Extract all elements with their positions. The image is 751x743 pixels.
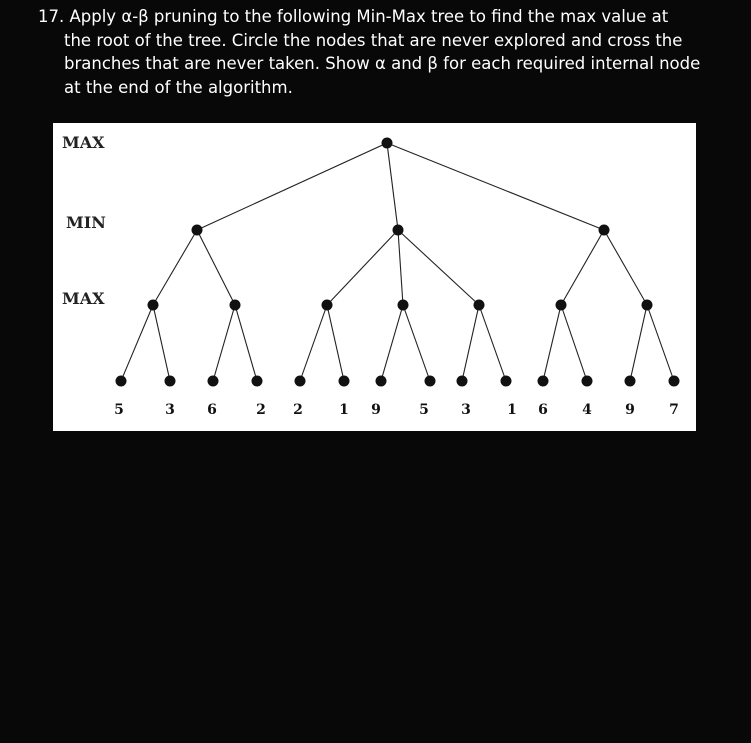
edge-min-3-max-7 <box>604 230 647 305</box>
leaf-node-11 <box>538 376 549 387</box>
edge-max-5-leaf-10 <box>479 305 506 381</box>
edge-min-3-max-6 <box>561 230 604 305</box>
leaf-value-3: 6 <box>207 402 217 418</box>
leaf-node-6 <box>339 376 350 387</box>
leaf-node-13 <box>625 376 636 387</box>
question-line-4: at the end of the algorithm. <box>64 77 293 97</box>
edge-max-3-leaf-6 <box>327 305 344 381</box>
minmax-tree-diagram <box>53 123 696 431</box>
question-text <box>38 5 728 99</box>
leaf-values <box>114 402 679 418</box>
leaf-node-4 <box>252 376 263 387</box>
leaf-node-10 <box>501 376 512 387</box>
leaf-value-1: 5 <box>114 402 124 418</box>
edge-max-4-leaf-8 <box>403 305 430 381</box>
tree-nodes <box>116 138 680 387</box>
minmax-tree-figure <box>53 123 696 431</box>
max-node-7 <box>642 300 653 311</box>
leaf-node-2 <box>165 376 176 387</box>
leaf-value-6: 1 <box>339 402 349 418</box>
level-label-min: MIN <box>66 213 106 232</box>
leaf-node-5 <box>295 376 306 387</box>
level-label-max-inner: MAX <box>62 289 105 308</box>
min-node-1 <box>192 225 203 236</box>
edge-root-min-3 <box>387 143 604 230</box>
edge-max-1-leaf-1 <box>121 305 153 381</box>
leaf-value-2: 3 <box>165 402 175 418</box>
tree-edges <box>121 143 674 381</box>
leaf-value-7: 9 <box>371 402 381 418</box>
level-label-max-root: MAX <box>62 133 105 152</box>
leaf-node-3 <box>208 376 219 387</box>
leaf-node-7 <box>376 376 387 387</box>
min-node-3 <box>599 225 610 236</box>
edge-min-2-max-5 <box>398 230 479 305</box>
edge-max-6-leaf-11 <box>543 305 561 381</box>
min-node-2 <box>393 225 404 236</box>
leaf-node-12 <box>582 376 593 387</box>
leaf-node-8 <box>425 376 436 387</box>
max-node-3 <box>322 300 333 311</box>
edge-min-2-max-4 <box>398 230 403 305</box>
leaf-value-4: 2 <box>256 402 266 418</box>
max-node-6 <box>556 300 567 311</box>
leaf-value-10: 1 <box>507 402 517 418</box>
edge-min-1-max-1 <box>153 230 197 305</box>
leaf-value-12: 4 <box>582 402 592 418</box>
question-line-1: 17. Apply α-β pruning to the following Min-Max tree to find the max value at <box>38 7 669 26</box>
leaf-value-5: 2 <box>293 402 303 418</box>
question-line-2: the root of the tree. Circle the nodes that are never explored and cross the <box>64 30 683 50</box>
edge-max-6-leaf-12 <box>561 305 587 381</box>
leaf-value-8: 5 <box>419 402 429 418</box>
leaf-value-13: 9 <box>625 402 635 418</box>
question-line-3: branches that are never taken. Show α and β for each required internal node <box>64 54 701 73</box>
edge-max-5-leaf-9 <box>462 305 479 381</box>
max-node-1 <box>148 300 159 311</box>
leaf-value-9: 3 <box>461 402 471 418</box>
leaf-node-9 <box>457 376 468 387</box>
edge-max-2-leaf-4 <box>235 305 257 381</box>
leaf-value-14: 7 <box>669 402 679 418</box>
edge-max-4-leaf-7 <box>381 305 403 381</box>
edge-max-3-leaf-5 <box>300 305 327 381</box>
edge-root-min-1 <box>197 143 387 230</box>
edge-max-1-leaf-2 <box>153 305 170 381</box>
leaf-node-14 <box>669 376 680 387</box>
leaf-value-11: 6 <box>538 402 548 418</box>
max-node-5 <box>474 300 485 311</box>
edge-max-7-leaf-13 <box>630 305 647 381</box>
edge-min-2-max-3 <box>327 230 398 305</box>
edge-root-min-2 <box>387 143 398 230</box>
edge-max-7-leaf-14 <box>647 305 674 381</box>
max-node-4 <box>398 300 409 311</box>
max-node-2 <box>230 300 241 311</box>
edge-min-1-max-2 <box>197 230 235 305</box>
edge-max-2-leaf-3 <box>213 305 235 381</box>
root-max-node <box>382 138 393 149</box>
leaf-node-1 <box>116 376 127 387</box>
